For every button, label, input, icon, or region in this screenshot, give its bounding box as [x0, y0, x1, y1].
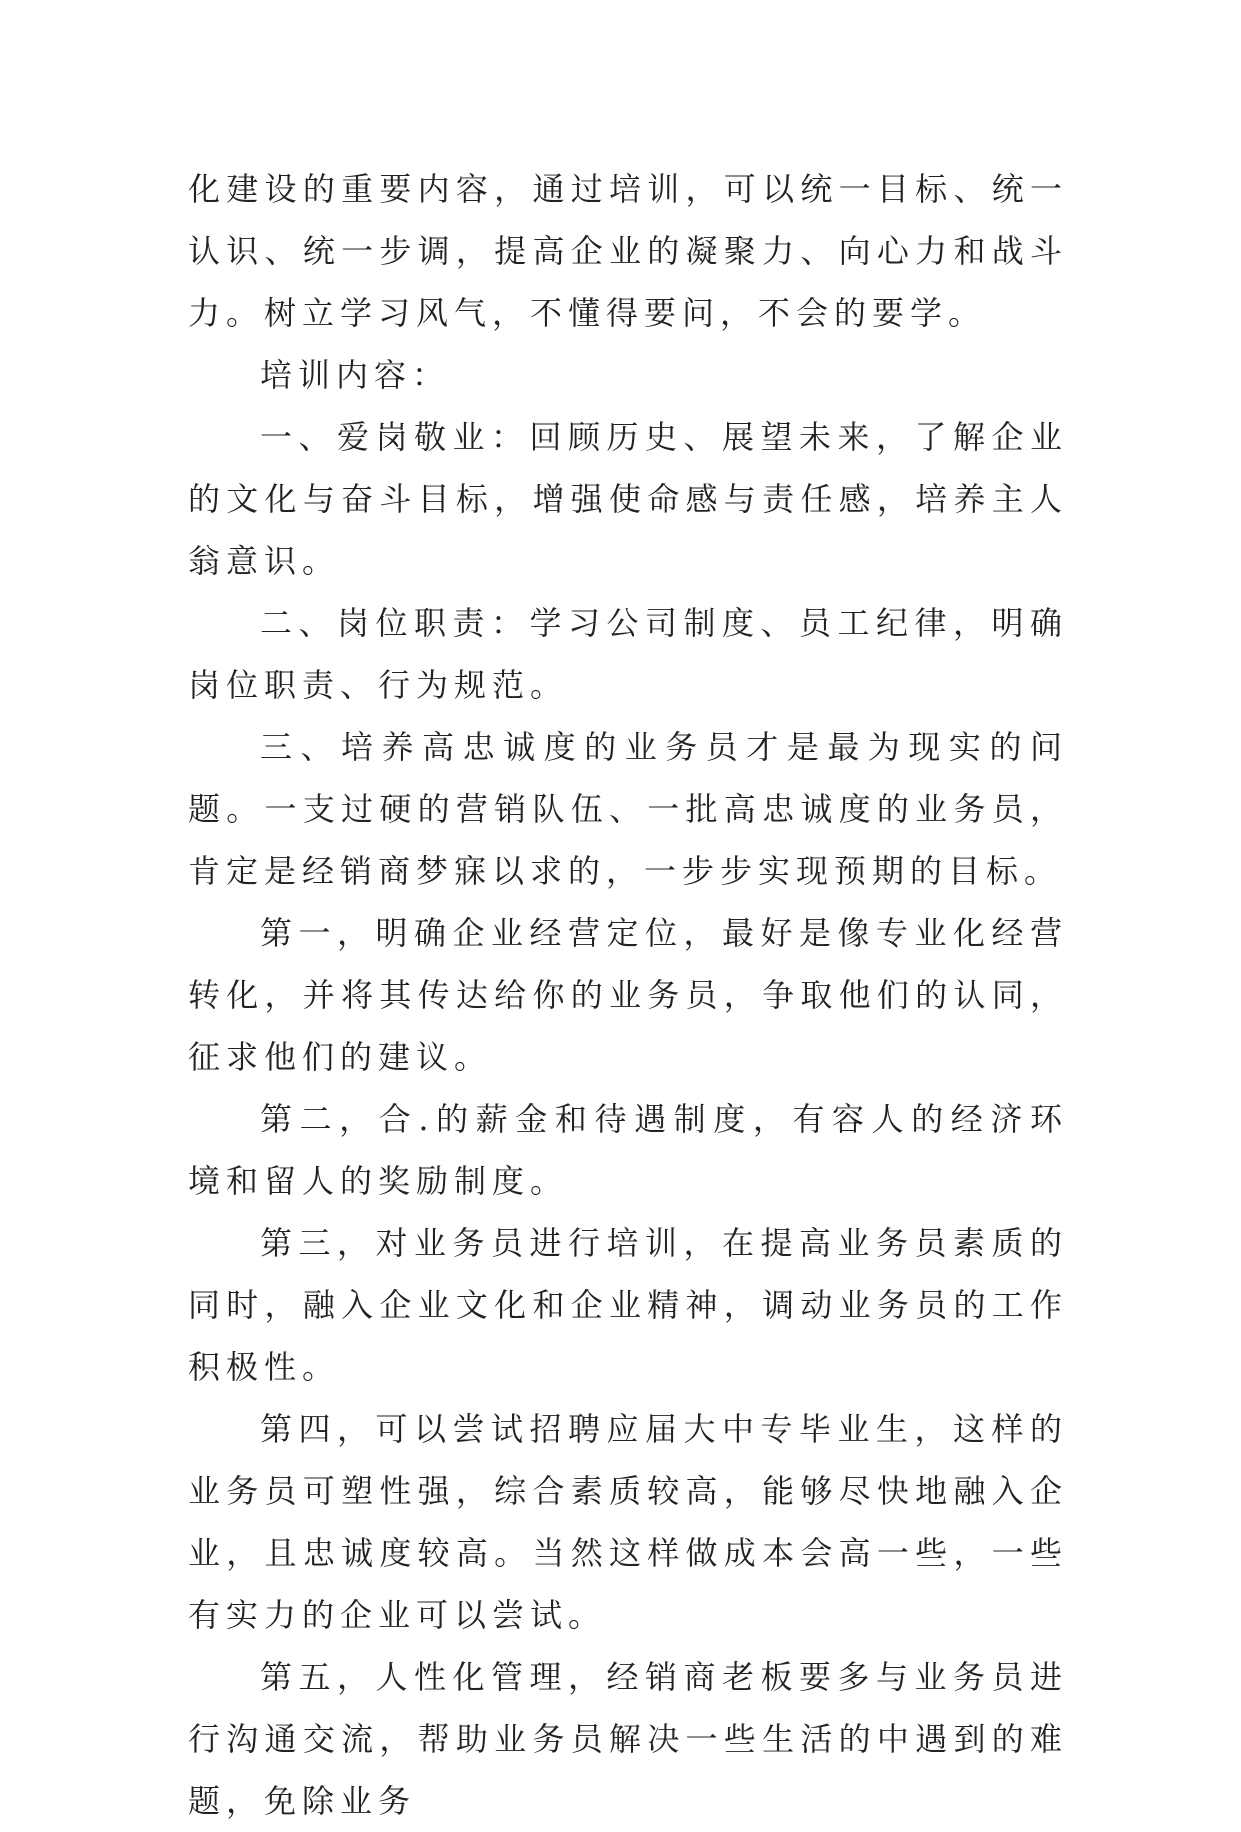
paragraph-training-content-heading: 培训内容： — [260, 356, 451, 394]
paragraph-item-2: 二、岗位职责：学习公司制度、员工纪律，明确岗位职责、行为规范。 — [188, 604, 1068, 704]
paragraph-point-2: 第二，合.的薪金和待遇制度，有容人的经济环境和留人的奖励制度。 — [188, 1100, 1068, 1200]
paragraph-continuation: 化建设的重要内容，通过培训，可以统一目标、统一认识、统一步调，提高企业的凝聚力、向心力和战斗力。树立学习风气，不懂得要问，不会的要学。 — [188, 170, 1068, 332]
paragraph-item-3: 三、培养高忠诚度的业务员才是最为现实的问题。一支过硬的营销队伍、一批高忠诚度的业务员，肯定是经销商梦寐以求的，一步步实现预期的目标。 — [188, 728, 1068, 890]
paragraph-point-5: 第五，人性化管理，经销商老板要多与业务员进行沟通交流，帮助业务员解决一些生活的中遇到的难题，免除业务 — [188, 1658, 1068, 1820]
paragraph-item-1: 一、爱岗敬业：回顾历史、展望未来，了解企业的文化与奋斗目标，增强使命感与责任感，培养主人翁意识。 — [188, 418, 1068, 580]
paragraph-point-1: 第一，明确企业经营定位，最好是像专业化经营转化，并将其传达给你的业务员，争取他们的认同，征求他们的建议。 — [188, 914, 1068, 1076]
paragraph-point-3: 第三，对业务员进行培训，在提高业务员素质的同时，融入企业文化和企业精神，调动业务员的工作积极性。 — [188, 1224, 1068, 1386]
paragraph-point-4: 第四，可以尝试招聘应届大中专毕业生，这样的业务员可塑性强，综合素质较高，能够尽快地融入企业，且忠诚度较高。当然这样做成本会高一些，一些有实力的企业可以尝试。 — [188, 1410, 1068, 1634]
document-body — [188, 158, 1068, 1832]
